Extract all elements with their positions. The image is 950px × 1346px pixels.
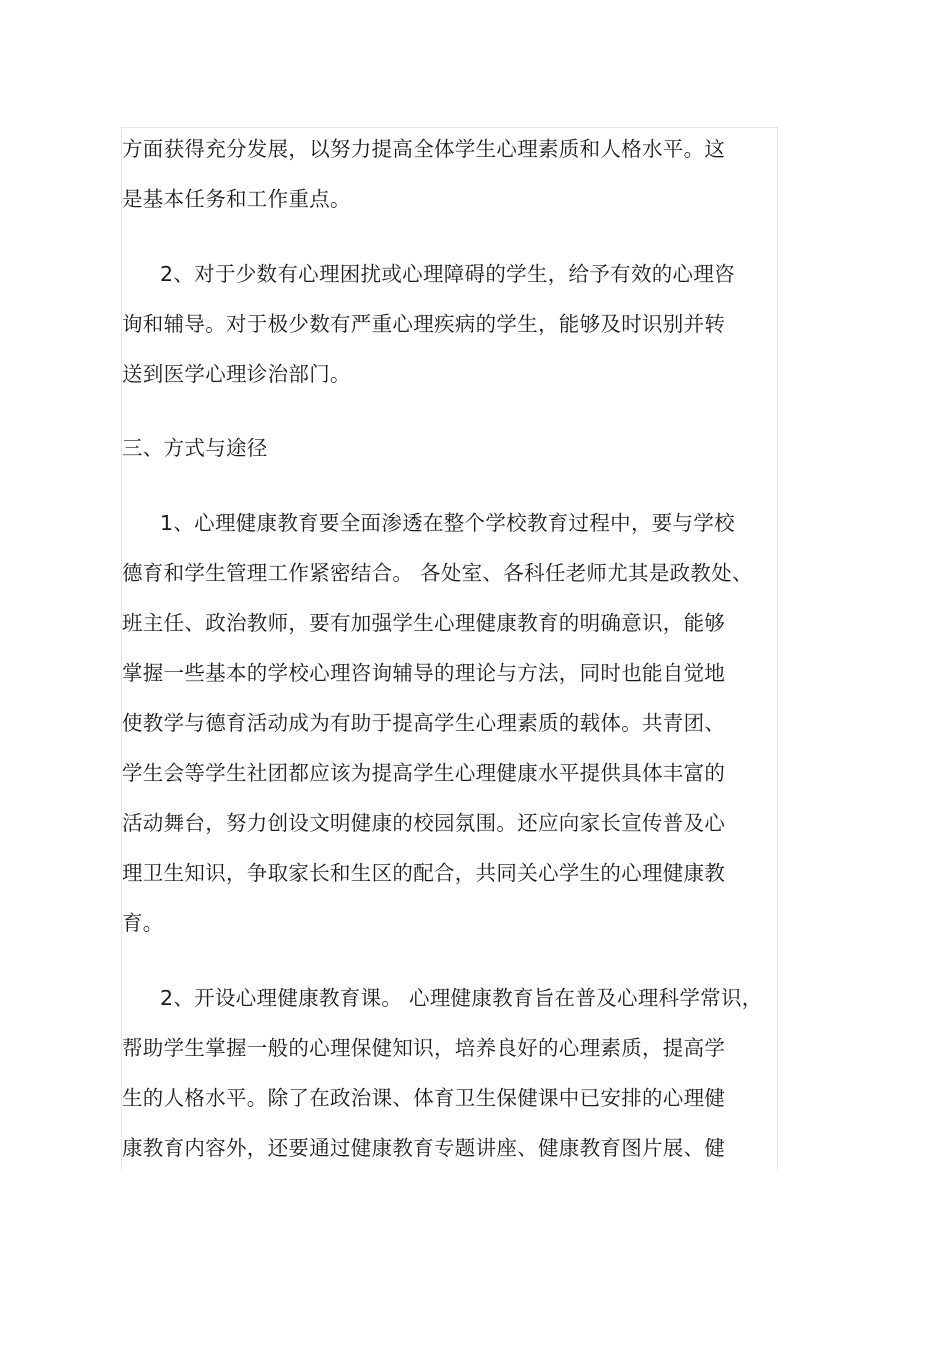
- text-line: 掌握一些基本的学校心理咨询辅导的理论与方法，同时也能自觉地: [122, 661, 726, 685]
- text-line: 2、开设心理健康教育课。 心理健康教育旨在普及心理科学常识，: [160, 986, 763, 1010]
- section-heading: 三、方式与途径: [122, 436, 268, 460]
- text-line: 德育和学生管理工作紧密结合。 各处室、各科任老师尤其是政教处、: [122, 561, 753, 585]
- text-line: 使教学与德育活动成为有助于提高学生心理素质的载体。共青团、: [122, 711, 726, 735]
- text-line: 2、对于少数有心理困扰或心理障碍的学生，给予有效的心理咨: [160, 262, 735, 286]
- text-line: 学生会等学生社团都应该为提高学生心理健康水平提供具体丰富的: [122, 761, 726, 785]
- text-line: 康教育内容外，还要通过健康教育专题讲座、健康教育图片展、健: [122, 1136, 726, 1160]
- text-line: 育。: [122, 911, 164, 935]
- text-line: 询和辅导。对于极少数有严重心理疾病的学生，能够及时识别并转: [122, 312, 726, 336]
- text-line: 理卫生知识，争取家长和生区的配合，共同关心学生的心理健康教: [122, 861, 726, 885]
- text-line: 是基本任务和工作重点。: [122, 187, 351, 211]
- text-line: 活动舞台，努力创设文明健康的校园氛围。还应向家长宣传普及心: [122, 811, 726, 835]
- text-line: 班主任、政治教师，要有加强学生心理健康教育的明确意识，能够: [122, 611, 726, 635]
- text-line: 帮助学生掌握一般的心理保健知识，培养良好的心理素质，提高学: [122, 1036, 726, 1060]
- text-line: 生的人格水平。除了在政治课、体育卫生保健课中已安排的心理健: [122, 1086, 726, 1110]
- text-line: 1、心理健康教育要全面渗透在整个学校教育过程中，要与学校: [160, 511, 735, 535]
- text-line: 送到医学心理诊治部门。: [122, 362, 351, 386]
- text-line: 方面获得充分发展，以努力提高全体学生心理素质和人格水平。这: [122, 137, 726, 161]
